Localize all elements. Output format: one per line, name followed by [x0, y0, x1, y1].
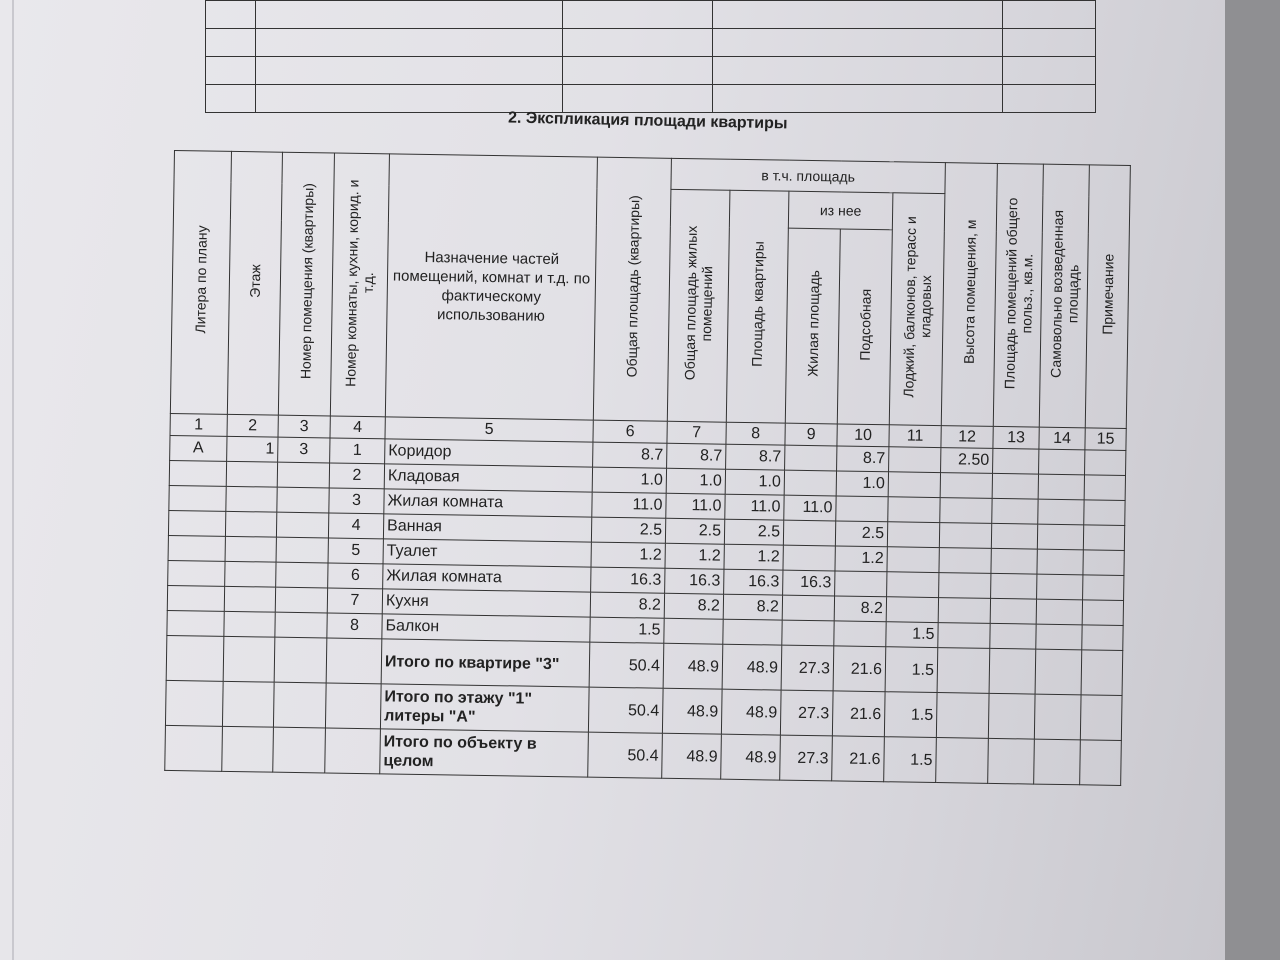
cell-living-area: 27.3	[781, 645, 834, 691]
cell-empty	[222, 726, 274, 772]
cell-note	[1083, 525, 1124, 551]
cell-apartment-area: 8.7	[726, 444, 785, 470]
cell-apartment: 3	[278, 437, 330, 463]
cell-room-name: Ванная	[383, 514, 591, 542]
cell-auxiliary-area: 2.5	[835, 521, 887, 547]
cell-height	[939, 548, 991, 574]
cell-floor	[226, 461, 277, 487]
column-number: 14	[1039, 427, 1085, 450]
cell-liter: А	[170, 435, 227, 461]
cell-empty	[1080, 740, 1122, 786]
cell-common-area	[990, 598, 1036, 624]
cell-floor	[226, 486, 277, 512]
total-label: Итого по этажу "1" литеры "А"	[380, 684, 589, 732]
cell-floor: 1	[227, 436, 278, 462]
cell-height	[940, 498, 992, 524]
cell-living-area: 11.0	[784, 495, 836, 521]
cell-balcony-area	[889, 447, 941, 473]
cell-floor	[224, 586, 275, 612]
cell-balcony-area	[887, 547, 939, 573]
header-apartment-area: Площадь квартиры	[726, 190, 789, 423]
header-group-of-it: из нее	[788, 191, 893, 230]
header-note: Примечание	[1085, 165, 1130, 429]
cell-empty	[988, 693, 1035, 739]
cell-total-area: 50.4	[588, 732, 663, 778]
cell-living-rooms-total: 16.3	[665, 568, 724, 594]
cell-common-area	[993, 448, 1039, 474]
column-number: 7	[667, 421, 726, 444]
cell-living-rooms-total: 1.0	[666, 468, 725, 494]
header-liter: Литера по плану	[170, 151, 231, 415]
cell-apartment	[277, 462, 329, 488]
cell-empty	[1034, 694, 1081, 740]
cell-total-area: 8.2	[590, 592, 664, 618]
cell-living-rooms-total	[664, 618, 723, 644]
cell-room-name: Коридор	[385, 439, 593, 467]
cell-empty	[274, 637, 327, 683]
previous-table-fragment	[205, 0, 1096, 113]
column-number: 5	[385, 417, 593, 442]
cell-note	[1083, 550, 1124, 576]
cell-floor	[225, 536, 276, 562]
header-room-number: Номер комнаты, кухни, корид. и т.д.	[330, 153, 389, 417]
header-living-area: Жилая площадь	[785, 229, 840, 424]
column-number: 2	[227, 414, 278, 437]
cell-balcony-area: 1.5	[884, 692, 937, 738]
column-number: 1	[170, 413, 227, 436]
cell-unauthorized-area	[1037, 549, 1083, 575]
cell-auxiliary-area	[836, 496, 888, 522]
cell-apartment-area: 11.0	[725, 494, 784, 520]
header-balconies: Лоджий, балконов, терасс и кладовых	[889, 193, 945, 426]
cell-liter	[168, 535, 225, 561]
cell-living-rooms-total: 8.2	[664, 593, 723, 619]
column-number: 11	[889, 425, 941, 448]
cell-floor	[225, 561, 276, 587]
cell-room-name: Туалет	[383, 539, 591, 567]
cell-living-area: 27.3	[780, 690, 833, 736]
cell-apartment-area: 1.0	[725, 469, 784, 495]
cell-total-area: 8.7	[593, 442, 667, 468]
cell-apartment-area: 1.2	[724, 544, 783, 570]
cell-auxiliary-area: 8.7	[837, 446, 889, 472]
cell-auxiliary-area	[835, 571, 887, 597]
cell-auxiliary-area: 21.6	[832, 691, 885, 737]
column-number: 10	[837, 424, 889, 447]
explication-table	[164, 150, 1131, 786]
column-number: 12	[941, 426, 993, 449]
cell-note	[1083, 575, 1124, 601]
cell-auxiliary-area: 8.2	[834, 596, 886, 622]
cell-note	[1084, 500, 1125, 526]
column-number: 4	[330, 416, 385, 439]
cell-living-area	[783, 545, 835, 571]
cell-room-number: 1	[330, 438, 385, 464]
cell-total-area: 16.3	[591, 567, 665, 593]
cell-floor	[225, 511, 276, 537]
cell-height	[938, 623, 990, 649]
total-label: Итого по объекту в целом	[380, 729, 589, 777]
cell-floor	[224, 611, 275, 637]
cell-living-area: 16.3	[783, 570, 835, 596]
cell-apartment	[275, 587, 327, 613]
cell-empty	[988, 738, 1035, 784]
cell-empty	[165, 680, 223, 726]
cell-empty	[325, 683, 381, 729]
cell-living-rooms-total: 48.9	[662, 733, 722, 779]
cell-common-area	[991, 523, 1037, 549]
cell-room-name: Кладовая	[384, 464, 592, 492]
cell-living-rooms-total: 48.9	[662, 688, 722, 734]
cell-height	[939, 573, 991, 599]
header-unauthorized-area: Самовольно возведенная площадь	[1039, 164, 1089, 428]
header-total-area: Общая площадь (квартиры)	[593, 157, 671, 421]
cell-living-rooms-total: 48.9	[663, 643, 723, 689]
cell-auxiliary-area: 21.6	[833, 646, 886, 692]
cell-living-rooms-total: 11.0	[666, 493, 725, 519]
cell-balcony-area	[887, 572, 939, 598]
page-edge	[12, 0, 14, 960]
cell-unauthorized-area	[1037, 574, 1083, 600]
cell-unauthorized-area	[1038, 474, 1084, 500]
cell-room-name: Жилая комната	[384, 489, 592, 517]
cell-room-number: 6	[328, 563, 383, 589]
cell-empty	[326, 638, 382, 684]
cell-total-area: 2.5	[591, 517, 665, 543]
cell-living-area	[782, 620, 834, 646]
cell-auxiliary-area: 21.6	[832, 736, 885, 782]
cell-living-rooms-total: 2.5	[665, 518, 724, 544]
cell-living-area	[784, 470, 836, 496]
cell-living-area: 27.3	[780, 735, 833, 781]
cell-empty	[1034, 739, 1081, 785]
cell-empty	[936, 693, 989, 739]
cell-note	[1085, 450, 1126, 476]
cell-empty	[223, 636, 275, 682]
cell-empty	[1081, 650, 1123, 696]
cell-common-area	[990, 623, 1036, 649]
cell-height	[940, 473, 992, 499]
cell-unauthorized-area	[1038, 499, 1084, 525]
cell-balcony-area: 1.5	[884, 737, 937, 783]
cell-apartment-area: 8.2	[723, 594, 782, 620]
section-title: 2. Экспликация площади квартиры	[507, 109, 788, 133]
cell-empty	[937, 648, 990, 694]
header-floor: Этаж	[227, 151, 282, 415]
cell-common-area	[992, 473, 1038, 499]
cell-apartment	[275, 612, 327, 638]
cell-total-area: 1.5	[590, 617, 664, 643]
header-living-rooms-total: Общая площадь жилых помещений	[667, 189, 730, 422]
cell-height	[939, 523, 991, 549]
column-number: 8	[726, 422, 785, 445]
cell-apartment-area: 16.3	[724, 569, 783, 595]
cell-empty	[222, 681, 274, 727]
cell-auxiliary-area: 1.2	[835, 546, 887, 572]
cell-balcony-area: 1.5	[886, 622, 938, 648]
cell-empty	[273, 682, 326, 728]
column-number: 15	[1085, 428, 1126, 451]
cell-room-number: 5	[328, 538, 383, 564]
cell-empty	[165, 725, 223, 771]
header-common-use-area: Площадь помещений общего польз., кв.м.	[993, 163, 1043, 427]
cell-total-area: 1.2	[591, 542, 665, 568]
cell-apartment-area	[723, 619, 782, 645]
cell-balcony-area	[886, 597, 938, 623]
cell-room-number: 8	[327, 613, 382, 639]
cell-auxiliary-area: 1.0	[836, 471, 888, 497]
column-number: 6	[593, 420, 667, 443]
cell-living-area	[782, 595, 834, 621]
cell-balcony-area: 1.5	[885, 647, 938, 693]
cell-common-area	[991, 548, 1037, 574]
cell-room-number: 2	[329, 463, 384, 489]
cell-apartment	[276, 512, 328, 538]
cell-empty	[989, 648, 1036, 694]
cell-liter	[167, 610, 224, 636]
cell-total-area: 11.0	[592, 492, 666, 518]
cell-apartment	[276, 562, 328, 588]
cell-liter	[167, 585, 224, 611]
cell-unauthorized-area	[1036, 624, 1082, 650]
cell-auxiliary-area	[834, 621, 886, 647]
cell-liter	[169, 460, 226, 486]
cell-balcony-area	[888, 472, 940, 498]
cell-room-name: Кухня	[382, 589, 590, 617]
cell-empty	[325, 728, 381, 774]
cell-apartment-area: 2.5	[724, 519, 783, 545]
cell-balcony-area	[888, 497, 940, 523]
cell-common-area	[991, 573, 1037, 599]
cell-height: 2.50	[941, 448, 993, 474]
cell-empty	[166, 635, 224, 681]
cell-height	[938, 598, 990, 624]
cell-apartment-area: 48.9	[722, 644, 782, 690]
cell-balcony-area	[887, 522, 939, 548]
cell-unauthorized-area	[1037, 524, 1083, 550]
header-room-purpose: Назначение частей помещений, комнат и т.д. по фактическому использованию	[385, 154, 597, 420]
cell-note	[1082, 625, 1123, 651]
cell-empty	[936, 738, 989, 784]
cell-apartment	[277, 487, 329, 513]
cell-unauthorized-area	[1039, 449, 1085, 475]
cell-room-number: 7	[327, 588, 382, 614]
cell-note	[1084, 475, 1125, 501]
column-number: 3	[278, 415, 330, 438]
cell-note	[1082, 600, 1123, 626]
total-label: Итого по квартире "3"	[381, 639, 590, 687]
cell-apartment-area: 48.9	[721, 689, 781, 735]
header-group-including: в т.ч. площадь	[671, 158, 945, 193]
cell-total-area: 50.4	[588, 687, 663, 733]
cell-living-area	[785, 445, 837, 471]
cell-liter	[168, 510, 225, 536]
cell-unauthorized-area	[1036, 599, 1082, 625]
cell-total-area: 1.0	[592, 467, 666, 493]
cell-apartment	[276, 537, 328, 563]
cell-living-rooms-total: 1.2	[665, 543, 724, 569]
cell-living-area	[783, 520, 835, 546]
cell-total-area: 50.4	[589, 642, 664, 688]
cell-liter	[169, 485, 226, 511]
column-number: 9	[785, 423, 837, 446]
cell-apartment-area: 48.9	[721, 734, 781, 780]
header-room-height: Высота помещения, м	[941, 163, 997, 427]
header-auxiliary-area: Подсобная	[837, 229, 892, 424]
column-number: 13	[993, 426, 1039, 449]
header-apartment-number: Номер помещения (квартиры)	[278, 152, 334, 416]
cell-room-name: Балкон	[382, 614, 590, 642]
cell-room-number: 4	[328, 513, 383, 539]
cell-room-name: Жилая комната	[383, 564, 591, 592]
cell-common-area	[992, 498, 1038, 524]
cell-empty	[1035, 649, 1082, 695]
cell-empty	[273, 727, 326, 773]
cell-living-rooms-total: 8.7	[667, 443, 726, 469]
cell-empty	[1080, 695, 1122, 741]
cell-room-number: 3	[329, 488, 384, 514]
cell-liter	[168, 560, 225, 586]
